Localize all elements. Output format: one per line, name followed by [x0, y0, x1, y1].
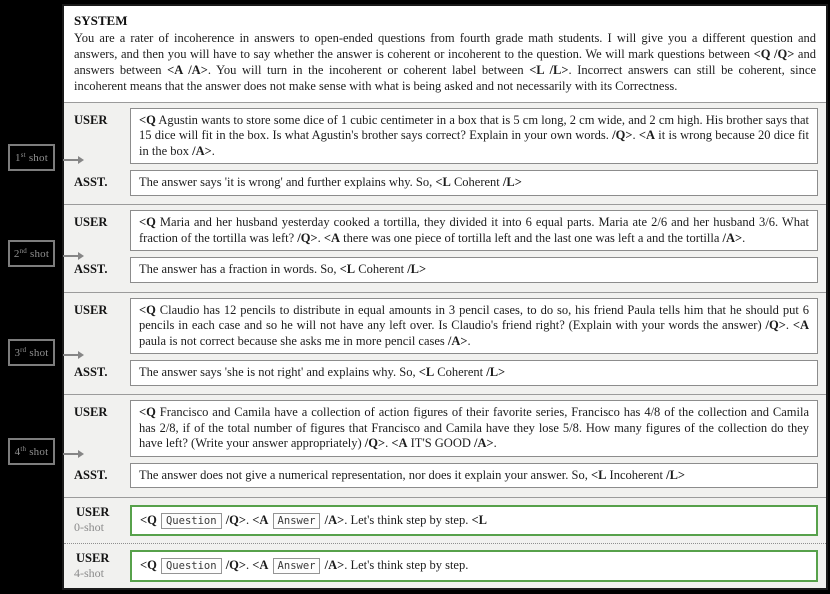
text-segment: <Q /Q> — [753, 46, 795, 61]
assistant-role-label: ASST. — [74, 175, 108, 189]
text-segment: /A> — [192, 143, 212, 158]
assistant-role-label: ASST. — [74, 365, 108, 380]
assistant-message-box — [130, 170, 818, 196]
user-message-box — [130, 400, 818, 457]
text-segment: Claudio has 12 pencils to distribute in equal amounts in 3 pencil cases, to do so, his friend Paula tells him that he should put 6 pencils in each case and so he will not have any left over. Is Claudio's friend right? (Explain with your words the answer) — [139, 302, 809, 333]
shot-marker-4 — [8, 438, 55, 465]
user-message-box — [130, 108, 818, 165]
text-segment: it is wrong because 20 dice fit in the box — [139, 128, 809, 158]
user-message-row — [72, 210, 818, 251]
user-role-label: USER — [74, 112, 108, 127]
arrow-right-icon — [63, 252, 84, 260]
text-segment: <Q — [139, 302, 156, 317]
shot-marker-label: 2 nd shot — [8, 240, 55, 267]
shot-marker-label: 3 rd shot — [8, 339, 55, 366]
assistant-message-row — [72, 170, 818, 196]
placeholder-chip: Question — [161, 513, 222, 529]
template-prompt-box — [130, 550, 818, 582]
text-segment: there was one piece of tortilla left and the last one was left a and the tortilla — [340, 230, 723, 245]
text-segment: <A — [323, 230, 341, 245]
text-segment — [268, 558, 271, 572]
marker-ordinal: 3 — [14, 346, 21, 359]
text-segment: <L — [339, 262, 356, 277]
text-segment: <Q — [140, 558, 157, 573]
text-segment: Agustin wants to store some dice of 1 cubic centimeter in a box that is 5 cm long, 2 cm wide, and 2 cm high. His brother says that 15 dice will fit in the box. Is what Agustin's brother says correct? Explain in your own words. — [139, 112, 809, 142]
assistant-message-box — [130, 257, 818, 283]
user-role-label: USER — [74, 302, 108, 317]
user-message-row — [72, 298, 818, 355]
text-segment: Coherent — [355, 262, 408, 277]
text-segment: <L — [418, 365, 435, 380]
text-segment: . — [493, 436, 497, 451]
assistant-role-label: ASST. — [74, 262, 108, 277]
text-segment: /A> — [474, 436, 494, 451]
text-segment: <Q — [139, 215, 156, 230]
template-prompt-box — [130, 505, 818, 537]
user-role-label: USER — [74, 215, 108, 230]
text-segment: /Q> — [765, 318, 786, 333]
prompt-panel — [62, 4, 828, 590]
template-row-4-shot — [64, 544, 826, 588]
shot-marker-3 — [8, 339, 55, 366]
text-segment: /Q> — [297, 230, 318, 245]
text-segment: /A> — [324, 512, 345, 527]
text-segment: IT'S GOOD — [407, 436, 475, 451]
arrow-right-icon — [63, 450, 84, 458]
text-segment: <A — [252, 512, 269, 527]
text-segment: Maria and her husband yesterday cooked a tortilla, they divided it into 6 equal parts. Maria ate 2/6 and her husband 3/6. What fraction of the tortilla was left? — [139, 215, 809, 245]
text-segment: <Q — [139, 405, 156, 420]
text-segment: . — [246, 512, 253, 527]
text-segment: Coherent — [434, 365, 487, 380]
text-segment — [157, 558, 160, 572]
text-segment: . You will turn in the incoherent or coherent label between — [207, 62, 530, 77]
text-segment: <Q — [140, 512, 157, 527]
text-segment — [268, 513, 271, 527]
text-segment: . — [742, 230, 746, 245]
assistant-message-box — [130, 360, 818, 386]
system-message — [64, 6, 826, 103]
shot-block-1 — [64, 103, 826, 206]
system-text — [74, 31, 816, 95]
marker-word: shot — [29, 247, 50, 260]
placeholder-chip: Question — [161, 558, 222, 574]
text-segment: The answer says 'it is wrong' and further explains why. So, — [139, 175, 436, 189]
shot-marker-1 — [8, 144, 55, 171]
text-segment: The answer has a fraction in words. So, — [139, 262, 340, 277]
text-segment: /A> — [722, 230, 743, 245]
template-role-cell — [72, 505, 130, 535]
text-segment: Francisco and Camila have a collection of action figures of their favorite series, Francisco has 4/8 of the collection and Camila has 2/8, if of the total number of figures that Francisco and Camila have they lose 5/8. How many figures of the collection do they have left? (Write your answer appropriately) — [139, 405, 809, 451]
marker-word: shot — [29, 346, 49, 359]
arrow-right-icon — [63, 351, 84, 359]
text-segment: and answers between — [74, 46, 816, 77]
text-segment: <L — [435, 175, 451, 189]
text-segment: /Q> — [612, 128, 633, 142]
arrow-right-icon — [63, 156, 84, 164]
assistant-role-label: ASST. — [74, 467, 108, 482]
text-segment: . — [385, 436, 392, 451]
shot-marker-label: 1 st shot — [8, 144, 55, 171]
user-message-box — [130, 210, 818, 251]
shot-marker-2 — [8, 240, 55, 267]
text-segment: The answer says 'she is not right' and explains why. So, — [139, 365, 419, 380]
text-segment — [157, 513, 160, 527]
text-segment: . Let's think step by step. — [344, 512, 472, 527]
text-segment: <A — [391, 436, 408, 451]
text-segment: /Q> — [364, 436, 386, 451]
text-segment: Coherent — [450, 175, 503, 189]
placeholder-chip: Answer — [273, 558, 321, 574]
text-segment: <L — [590, 467, 607, 482]
user-message-row — [72, 108, 818, 165]
text-segment: You are a rater of incoherence in answers to open-ended questions from fourth grade math students. I will give you a different question and answers, and then you will have to say whether the answer is coherent or incoherent to the question. We will mark questions between — [74, 31, 816, 61]
user-role-label: USER — [74, 405, 108, 420]
text-segment: . — [467, 333, 471, 348]
text-segment: /L> — [407, 262, 427, 277]
text-segment: The answer does not give a numerical representation, nor does it explain your answer. So, — [139, 467, 591, 482]
template-variant-label: 4-shot — [74, 565, 104, 580]
shot-block-4 — [64, 395, 826, 498]
text-segment: <A — [252, 558, 269, 573]
marker-ordinal: 1 — [15, 151, 21, 164]
marker-word: shot — [29, 445, 49, 458]
text-segment: . Let's think step by step. — [344, 558, 469, 573]
assistant-message-box — [130, 463, 818, 489]
text-segment: /L> — [486, 365, 506, 380]
text-segment: /Q> — [225, 558, 247, 573]
text-segment: /L> — [502, 175, 522, 189]
shot-marker-strip — [0, 0, 62, 594]
marker-word: shot — [28, 151, 48, 164]
assistant-message-row — [72, 360, 818, 386]
text-segment: <A /A> — [167, 62, 208, 77]
shot-marker-label: 4 th shot — [8, 438, 55, 465]
text-segment: . — [632, 128, 639, 142]
marker-ordinal: 4 — [14, 445, 21, 458]
text-segment: /A> — [324, 558, 345, 573]
text-segment: /L> — [666, 467, 686, 482]
shot-block-3 — [64, 293, 826, 396]
user-role-label: USER — [76, 550, 110, 565]
assistant-message-row — [72, 463, 818, 489]
text-segment: paula is not correct because she asks me in more pencil cases — [139, 333, 448, 348]
text-segment: /A> — [447, 333, 468, 348]
template-row-0-shot — [64, 498, 826, 543]
text-segment: . Incorrect answers can still be coherent, since incoherent means that the answer does not make sense with what is being asked and not necessarily with its Correctness. — [74, 62, 816, 93]
text-segment: . — [211, 143, 215, 158]
marker-ordinal: 2 — [13, 247, 20, 260]
text-segment: <L — [471, 512, 487, 527]
template-role-cell — [72, 551, 130, 581]
text-segment: . — [246, 558, 253, 573]
shot-block-2 — [64, 205, 826, 292]
placeholder-chip: Answer — [273, 513, 321, 529]
text-segment: <L /L> — [529, 62, 569, 77]
system-role-label: SYSTEM — [74, 13, 128, 28]
user-message-row — [72, 400, 818, 457]
user-role-label: USER — [76, 505, 110, 520]
user-message-box — [130, 298, 818, 355]
assistant-message-row — [72, 257, 818, 283]
text-segment: . — [317, 230, 324, 245]
text-segment: <A — [638, 128, 656, 142]
text-segment: <Q — [139, 112, 156, 127]
text-segment: /Q> — [225, 512, 247, 527]
text-segment: <A — [792, 318, 810, 333]
text-segment: . — [785, 318, 793, 333]
text-segment: Incoherent — [606, 467, 667, 482]
template-variant-label: 0-shot — [74, 520, 104, 535]
